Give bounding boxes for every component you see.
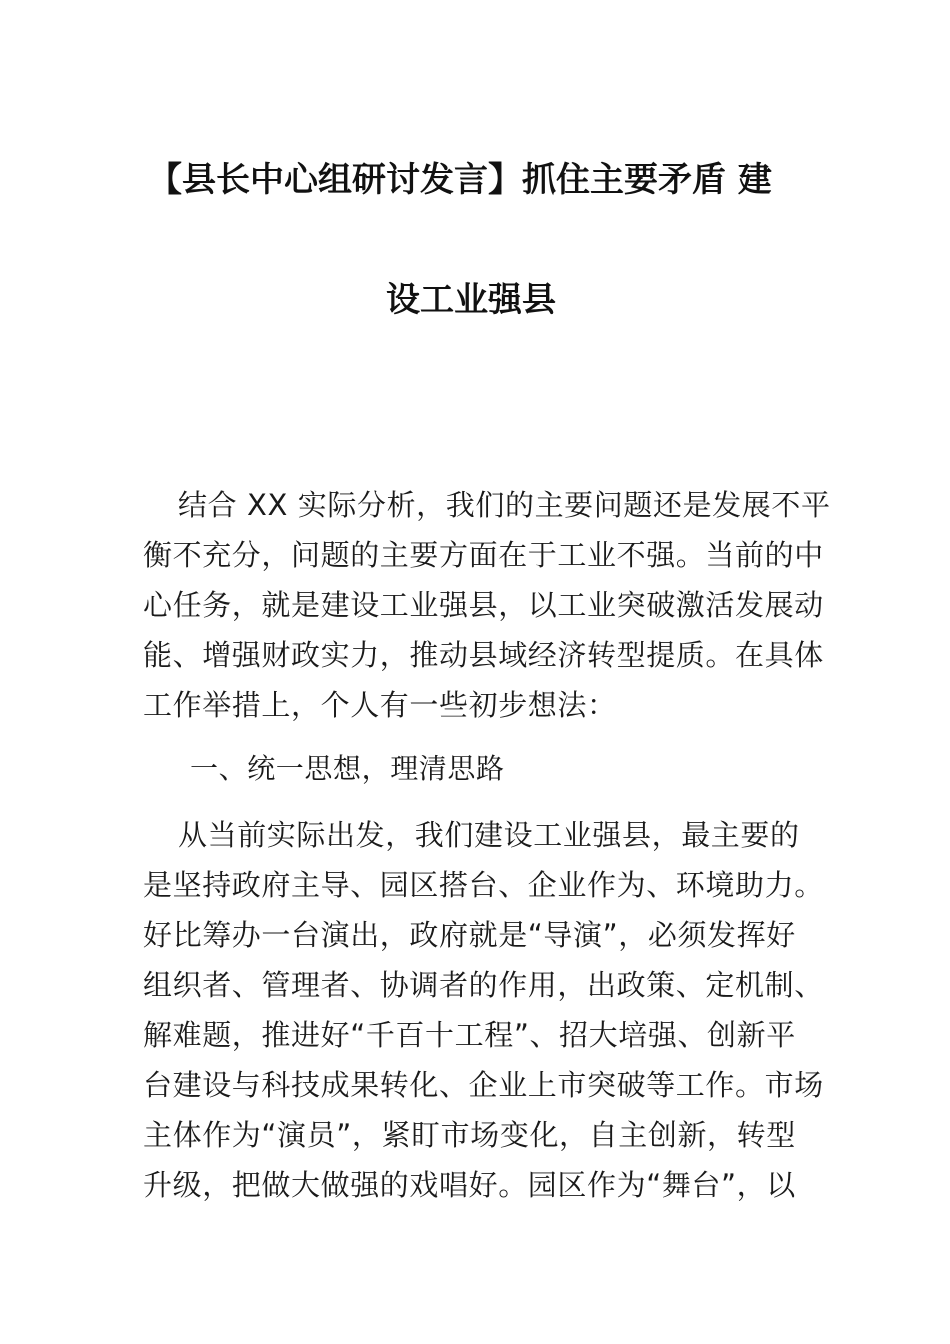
- paragraph-2-line-6: 台建设与科技成果转化、企业上市突破等工作。市场: [143, 1068, 824, 1102]
- paragraph-2-line-4: 组织者、管理者、协调者的作用，出政策、定机制、: [143, 968, 824, 1002]
- paragraph-1-line-5: 工作举措上，个人有一些初步想法：: [143, 688, 617, 722]
- paragraph-2-line-1: 从当前实际出发，我们建设工业强县，最主要的: [178, 818, 800, 852]
- section-heading-1: 一、统一思想，理清思路: [190, 752, 505, 785]
- document-title-line-1: 【县长中心组研讨发言】抓住主要矛盾 建: [148, 160, 772, 200]
- paragraph-1-line-2: 衡不充分，问题的主要方面在于工业不强。当前的中: [143, 538, 824, 572]
- paragraph-1-line-1: 结合 XX 实际分析，我们的主要问题还是发展不平: [178, 488, 831, 522]
- paragraph-2-line-3: 好比筹办一台演出，政府就是“导演”，必须发挥好: [143, 918, 796, 952]
- paragraph-1-line-4: 能、增强财政实力，推动县域经济转型提质。在具体: [143, 638, 824, 672]
- document-title-line-2: 设工业强县: [386, 280, 556, 320]
- paragraph-2-line-2: 是坚持政府主导、园区搭台、企业作为、环境助力。: [143, 868, 824, 902]
- paragraph-2-line-8: 升级，把做大做强的戏唱好。园区作为“舞台”，以: [143, 1168, 796, 1202]
- paragraph-2-line-7: 主体作为“演员”，紧盯市场变化，自主创新，转型: [143, 1118, 796, 1152]
- paragraph-1-line-3: 心任务，就是建设工业强县，以工业突破激活发展动: [143, 588, 824, 622]
- paragraph-2-line-5: 解难题，推进好“千百十工程”、招大培强、创新平: [143, 1018, 796, 1052]
